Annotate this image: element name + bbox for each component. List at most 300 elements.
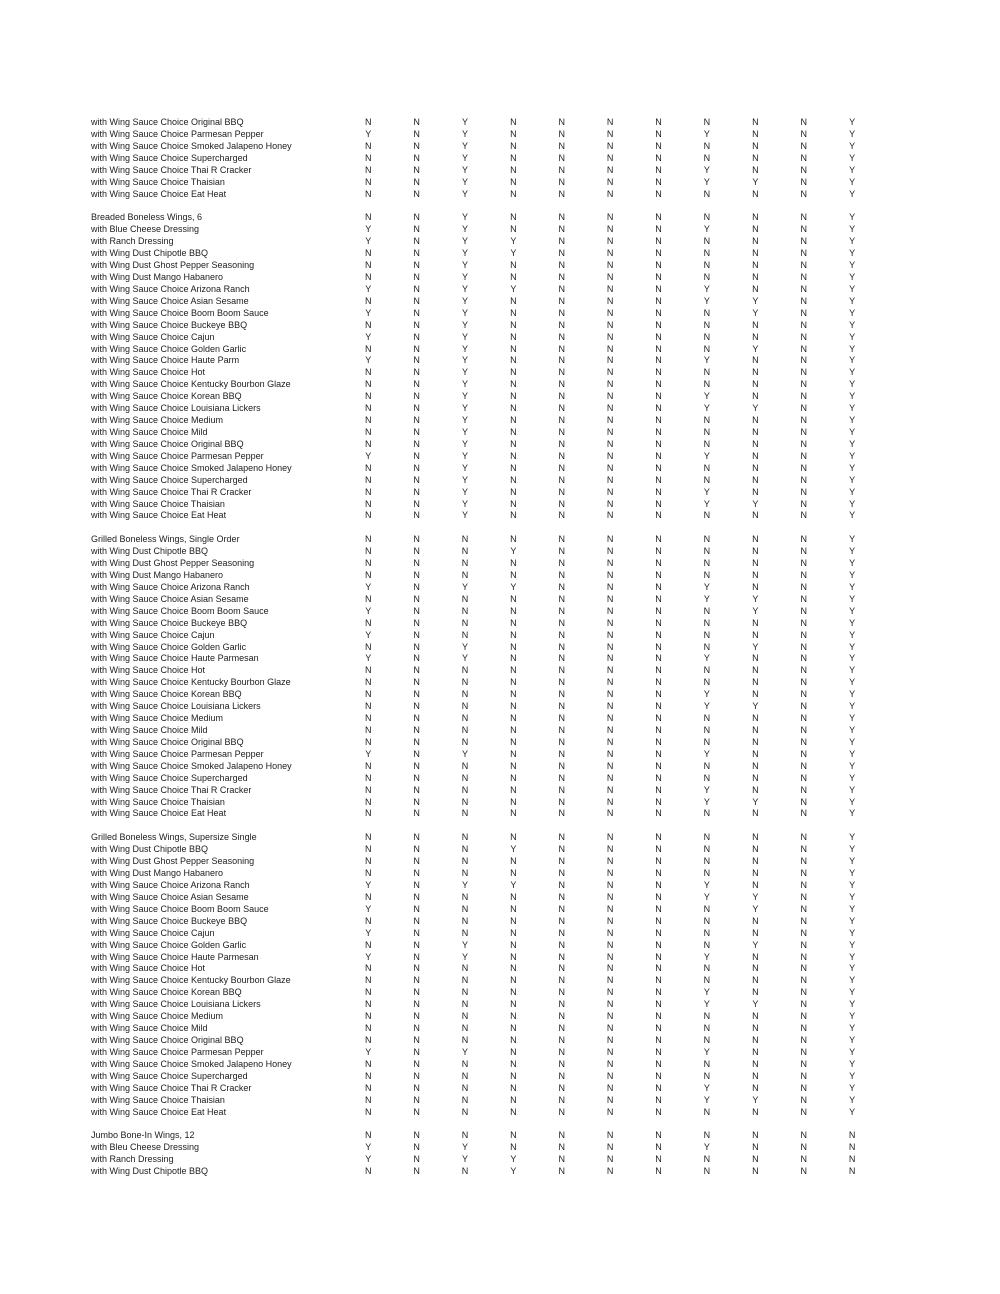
availability-flag: N: [752, 689, 759, 700]
availability-flag: N: [655, 248, 662, 259]
availability-flag: N: [655, 665, 662, 676]
availability-flag: N: [800, 1034, 807, 1045]
availability-flag: Y: [365, 283, 372, 294]
availability-flag: Y: [849, 617, 856, 628]
availability-flag: Y: [849, 391, 856, 402]
availability-flag: N: [413, 653, 420, 664]
availability-flag: N: [606, 641, 614, 652]
item-label: with Wing Sauce Choice Golden Garlic: [91, 939, 247, 950]
availability-flag: N: [510, 629, 517, 640]
availability-flag: N: [703, 975, 711, 986]
availability-flag: N: [800, 510, 807, 521]
availability-flag: Y: [849, 236, 856, 247]
availability-flag: N: [752, 951, 759, 962]
availability-flag: N: [655, 1070, 662, 1081]
availability-flag: N: [703, 546, 711, 557]
availability-flag: N: [800, 367, 807, 378]
availability-flag: N: [752, 260, 759, 271]
availability-flag: N: [606, 1154, 614, 1165]
availability-flag: Y: [703, 796, 710, 807]
item-label: Jumbo Bone-In Wings, 12: [91, 1130, 195, 1141]
availability-flag: N: [558, 1046, 565, 1057]
modifier-row: [91, 141, 876, 153]
availability-flag: N: [558, 1023, 565, 1034]
availability-flag: N: [703, 736, 711, 747]
availability-flag: N: [461, 665, 469, 676]
availability-flag: Y: [703, 486, 710, 497]
availability-flag: N: [606, 236, 614, 247]
availability-flag: Y: [461, 212, 468, 223]
item-label: with Wing Sauce Choice Haute Parmesan: [91, 951, 259, 962]
availability-flag: N: [703, 856, 711, 867]
availability-flag: N: [413, 426, 420, 437]
availability-flag: N: [752, 581, 759, 592]
availability-flag: N: [413, 987, 420, 998]
availability-flag: N: [558, 951, 565, 962]
modifier-row: [91, 570, 876, 582]
availability-flag: N: [510, 689, 517, 700]
availability-flag: Y: [461, 152, 468, 163]
availability-flag: N: [655, 784, 662, 795]
availability-flag: Y: [849, 343, 856, 354]
availability-flag: Y: [849, 677, 856, 688]
modifier-row: [91, 558, 876, 570]
availability-flag: N: [413, 176, 420, 187]
availability-flag: N: [558, 856, 565, 867]
availability-flag: N: [413, 128, 420, 139]
availability-flag: N: [510, 736, 517, 747]
availability-flag: Y: [849, 1094, 856, 1105]
availability-flag: N: [558, 450, 565, 461]
availability-flag: N: [461, 868, 469, 879]
availability-flag: Y: [849, 629, 856, 640]
availability-flag: N: [752, 844, 759, 855]
availability-flag: N: [848, 1130, 856, 1141]
availability-flag: N: [510, 486, 517, 497]
availability-flag: N: [413, 546, 420, 557]
availability-flag: N: [655, 1023, 662, 1034]
availability-flag: N: [606, 963, 614, 974]
item-label: with Ranch Dressing: [91, 236, 174, 247]
item-label: with Wing Sauce Choice Korean BBQ: [91, 689, 242, 700]
availability-flag: Y: [849, 331, 856, 342]
availability-flag: Y: [365, 1142, 372, 1153]
availability-flag: Y: [703, 224, 710, 235]
availability-flag: N: [606, 1094, 614, 1105]
availability-table: [91, 117, 876, 1178]
availability-flag: N: [558, 260, 565, 271]
availability-flag: Y: [510, 1154, 517, 1165]
availability-flag: N: [413, 248, 420, 259]
availability-flag: N: [364, 868, 372, 879]
availability-flag: N: [703, 379, 711, 390]
modifier-row: [91, 761, 876, 773]
availability-flag: N: [606, 426, 614, 437]
availability-flag: N: [655, 1011, 662, 1022]
item-label: with Wing Sauce Choice Medium: [91, 415, 224, 426]
availability-flag: N: [558, 355, 565, 366]
availability-flag: N: [461, 832, 469, 843]
availability-flag: N: [752, 868, 759, 879]
availability-flag: N: [413, 772, 420, 783]
availability-flag: N: [510, 331, 517, 342]
availability-flag: N: [364, 367, 372, 378]
availability-flag: Y: [461, 415, 468, 426]
availability-flag: N: [703, 271, 711, 282]
availability-flag: N: [752, 212, 759, 223]
availability-flag: N: [413, 677, 420, 688]
availability-flag: N: [606, 701, 614, 712]
availability-flag: N: [606, 546, 614, 557]
availability-flag: Y: [365, 653, 372, 664]
availability-flag: N: [606, 736, 614, 747]
modifier-row: [91, 451, 876, 463]
availability-flag: N: [606, 510, 614, 521]
availability-flag: Y: [461, 355, 468, 366]
availability-flag: N: [606, 260, 614, 271]
availability-flag: N: [752, 271, 759, 282]
availability-flag: Y: [703, 1142, 710, 1153]
availability-flag: N: [558, 689, 565, 700]
item-label: with Wing Sauce Choice Arizona Ranch: [91, 880, 250, 890]
availability-flag: N: [364, 486, 372, 497]
availability-flag: N: [606, 1011, 614, 1022]
item-label: with Wing Sauce Choice Thaisian: [91, 796, 225, 807]
availability-flag: N: [413, 391, 420, 402]
availability-flag: N: [703, 1023, 711, 1034]
availability-flag: N: [558, 701, 565, 712]
availability-flag: N: [703, 677, 711, 688]
availability-flag: N: [606, 331, 614, 342]
item-label: with Wing Sauce Choice Kentucky Bourbon Glaze: [91, 975, 291, 986]
availability-flag: N: [606, 486, 614, 497]
modifier-row: [91, 391, 876, 403]
availability-flag: N: [800, 1142, 807, 1153]
availability-flag: Y: [849, 832, 856, 843]
item-label: with Wing Sauce Choice Medium: [91, 1011, 224, 1022]
modifier-row: [91, 713, 876, 725]
availability-flag: N: [364, 689, 372, 700]
availability-flag: N: [800, 939, 807, 950]
availability-flag: N: [606, 868, 614, 879]
availability-flag: N: [655, 283, 662, 294]
availability-flag: N: [510, 832, 517, 843]
availability-flag: N: [461, 987, 469, 998]
availability-flag: N: [558, 224, 565, 235]
item-label: with Wing Sauce Choice Hot: [91, 665, 206, 676]
availability-flag: N: [413, 808, 420, 819]
availability-flag: N: [413, 605, 420, 616]
availability-flag: N: [558, 415, 565, 426]
availability-flag: N: [510, 975, 517, 986]
availability-flag: N: [606, 498, 614, 509]
availability-flag: N: [655, 319, 662, 330]
availability-flag: N: [364, 891, 372, 902]
item-label: with Bleu Cheese Dressing: [91, 1142, 200, 1153]
availability-flag: Y: [849, 128, 856, 139]
item-label: with Wing Sauce Choice Asian Sesame: [91, 295, 249, 306]
availability-flag: N: [413, 379, 420, 390]
menu-item-row: [91, 534, 876, 546]
modifier-row: [91, 773, 876, 785]
availability-flag: N: [800, 748, 807, 759]
availability-flag: N: [703, 331, 711, 342]
availability-flag: N: [606, 367, 614, 378]
modifier-row: [91, 1059, 876, 1071]
availability-flag: N: [800, 1166, 807, 1177]
item-label: with Wing Sauce Choice Buckeye BBQ: [91, 915, 248, 926]
availability-flag: N: [800, 295, 807, 306]
availability-flag: Y: [461, 307, 468, 318]
item-label: with Wing Sauce Choice Smoked Jalapeno Honey: [91, 1058, 292, 1069]
availability-flag: Y: [849, 295, 856, 306]
availability-flag: N: [510, 391, 517, 402]
availability-flag: N: [413, 212, 420, 223]
item-label: with Wing Sauce Choice Golden Garlic: [91, 641, 247, 652]
item-label: with Wing Sauce Choice Supercharged: [91, 1070, 248, 1081]
availability-flag: N: [461, 975, 469, 986]
availability-flag: N: [800, 462, 807, 473]
availability-flag: Y: [849, 1058, 856, 1069]
availability-flag: Y: [461, 260, 468, 271]
availability-flag: N: [655, 260, 662, 271]
availability-flag: N: [703, 212, 711, 223]
availability-flag: N: [655, 426, 662, 437]
availability-flag: N: [655, 367, 662, 378]
modifier-row: [91, 117, 876, 129]
availability-flag: N: [752, 486, 759, 497]
availability-flag: N: [606, 283, 614, 294]
availability-flag: N: [800, 701, 807, 712]
availability-flag: N: [413, 140, 420, 151]
availability-flag: N: [800, 784, 807, 795]
availability-flag: N: [364, 415, 372, 426]
availability-flag: N: [655, 891, 662, 902]
availability-flag: N: [461, 534, 469, 545]
availability-flag: N: [800, 248, 807, 259]
availability-flag: N: [752, 391, 759, 402]
availability-flag: N: [800, 343, 807, 354]
availability-flag: N: [655, 128, 662, 139]
availability-flag: N: [510, 784, 517, 795]
availability-flag: N: [800, 176, 807, 187]
availability-flag: N: [800, 629, 807, 640]
availability-flag: N: [558, 772, 565, 783]
availability-flag: N: [364, 438, 372, 449]
availability-flag: N: [752, 152, 759, 163]
availability-flag: Y: [849, 713, 856, 724]
modifier-row: [91, 1166, 876, 1178]
availability-flag: N: [703, 903, 711, 914]
modifier-row: [91, 1035, 876, 1047]
availability-flag: N: [558, 927, 565, 938]
item-label: with Wing Sauce Choice Thai R Cracker: [91, 784, 252, 795]
availability-flag: N: [558, 784, 565, 795]
availability-flag: N: [413, 736, 420, 747]
availability-flag: N: [364, 176, 372, 187]
item-label: with Wing Sauce Choice Parmesan Pepper: [91, 450, 264, 461]
availability-flag: N: [800, 677, 807, 688]
availability-flag: Y: [849, 188, 856, 199]
availability-flag: N: [558, 808, 565, 819]
availability-flag: N: [800, 844, 807, 855]
availability-flag: N: [800, 128, 807, 139]
availability-flag: N: [413, 593, 420, 604]
availability-flag: N: [364, 665, 372, 676]
availability-flag: N: [461, 689, 469, 700]
availability-flag: N: [655, 903, 662, 914]
availability-flag: N: [606, 128, 614, 139]
item-label: with Wing Dust Ghost Pepper Seasoning: [91, 558, 255, 569]
availability-flag: N: [558, 1094, 565, 1105]
item-label: with Wing Sauce Choice Cajun: [91, 629, 215, 640]
item-label: with Wing Sauce Choice Buckeye BBQ: [91, 617, 248, 628]
availability-flag: N: [752, 355, 759, 366]
modifier-row: [91, 797, 876, 809]
availability-flag: N: [606, 188, 614, 199]
availability-flag: N: [655, 307, 662, 318]
availability-flag: N: [752, 450, 759, 461]
availability-flag: N: [606, 271, 614, 282]
modifier-row: [91, 892, 876, 904]
availability-flag: N: [558, 1058, 565, 1069]
modifier-row: [91, 963, 876, 975]
availability-flag: Y: [365, 450, 372, 461]
availability-flag: N: [800, 653, 807, 664]
availability-flag: N: [510, 939, 517, 950]
availability-flag: N: [655, 1082, 662, 1093]
availability-flag: Y: [461, 319, 468, 330]
availability-flag: N: [752, 319, 759, 330]
modifier-row: [91, 487, 876, 499]
item-label: with Wing Sauce Choice Eat Heat: [91, 510, 227, 521]
availability-flag: N: [558, 629, 565, 640]
availability-flag: N: [558, 891, 565, 902]
availability-flag: Y: [849, 307, 856, 318]
availability-flag: Y: [849, 534, 856, 545]
availability-flag: N: [510, 617, 517, 628]
item-label: with Wing Sauce Choice Thai R Cracker: [91, 164, 252, 175]
availability-flag: N: [655, 164, 662, 175]
availability-flag: N: [800, 1082, 807, 1093]
availability-flag: N: [364, 558, 372, 569]
availability-flag: N: [703, 307, 711, 318]
availability-flag: Y: [461, 1046, 468, 1057]
availability-flag: N: [655, 629, 662, 640]
availability-flag: N: [558, 188, 565, 199]
availability-flag: Y: [849, 725, 856, 736]
modifier-row: [91, 224, 876, 236]
availability-flag: N: [752, 438, 759, 449]
availability-flag: N: [800, 641, 807, 652]
availability-flag: N: [655, 355, 662, 366]
item-label: with Wing Sauce Choice Cajun: [91, 331, 215, 342]
availability-flag: N: [752, 629, 759, 640]
modifier-row: [91, 499, 876, 511]
availability-flag: N: [703, 558, 711, 569]
availability-flag: N: [703, 617, 711, 628]
availability-flag: N: [413, 868, 420, 879]
availability-flag: Y: [752, 939, 759, 950]
item-label: with Wing Sauce Choice Arizona Ranch: [91, 283, 250, 294]
availability-flag: N: [461, 546, 469, 557]
availability-flag: N: [413, 570, 420, 581]
item-label: with Ranch Dressing: [91, 1154, 174, 1165]
availability-flag: N: [655, 772, 662, 783]
availability-flag: Y: [461, 438, 468, 449]
availability-flag: N: [461, 713, 469, 724]
availability-flag: N: [752, 236, 759, 247]
availability-flag: N: [848, 1166, 856, 1177]
item-label: with Wing Dust Chipotle BBQ: [91, 248, 209, 259]
availability-flag: N: [703, 152, 711, 163]
availability-flag: N: [413, 367, 420, 378]
availability-flag: N: [800, 605, 807, 616]
availability-flag: N: [655, 1094, 662, 1105]
availability-flag: Y: [752, 796, 759, 807]
availability-flag: N: [510, 307, 517, 318]
availability-flag: N: [606, 248, 614, 259]
availability-flag: N: [558, 1166, 565, 1177]
availability-flag: Y: [849, 1011, 856, 1022]
availability-flag: N: [510, 665, 517, 676]
availability-flag: N: [655, 570, 662, 581]
availability-flag: N: [606, 391, 614, 402]
availability-flag: Y: [703, 748, 710, 759]
availability-flag: N: [413, 796, 420, 807]
availability-flag: N: [558, 1082, 565, 1093]
item-label: with Wing Sauce Choice Golden Garlic: [91, 343, 247, 354]
availability-flag: Y: [849, 665, 856, 676]
availability-flag: N: [606, 891, 614, 902]
modifier-row: [91, 940, 876, 952]
availability-flag: N: [461, 677, 469, 688]
availability-flag: N: [752, 1154, 759, 1165]
availability-flag: Y: [752, 903, 759, 914]
availability-flag: Y: [752, 403, 759, 414]
availability-flag: N: [655, 605, 662, 616]
item-label: with Wing Sauce Choice Thai R Cracker: [91, 486, 252, 497]
availability-flag: N: [461, 963, 469, 974]
availability-flag: N: [558, 534, 565, 545]
availability-flag: Y: [365, 307, 372, 318]
availability-flag: N: [510, 260, 517, 271]
modifier-row: [91, 236, 876, 248]
availability-flag: N: [606, 1070, 614, 1081]
availability-flag: Y: [461, 128, 468, 139]
availability-flag: N: [752, 1070, 759, 1081]
availability-flag: N: [606, 319, 614, 330]
availability-flag: Y: [849, 701, 856, 712]
item-label: with Wing Sauce Choice Smoked Jalapeno Honey: [91, 760, 292, 771]
availability-flag: N: [606, 1130, 614, 1141]
availability-flag: N: [752, 677, 759, 688]
availability-flag: Y: [461, 295, 468, 306]
availability-flag: Y: [849, 736, 856, 747]
availability-flag: N: [606, 725, 614, 736]
availability-flag: N: [655, 617, 662, 628]
availability-flag: N: [558, 975, 565, 986]
availability-flag: N: [606, 796, 614, 807]
availability-flag: N: [461, 760, 469, 771]
modifier-row: [91, 344, 876, 356]
availability-flag: N: [510, 701, 517, 712]
modifier-row: [91, 1011, 876, 1023]
modifier-row: [91, 1023, 876, 1035]
availability-flag: N: [364, 1166, 372, 1177]
menu-section: [91, 117, 876, 200]
availability-flag: Y: [849, 546, 856, 557]
